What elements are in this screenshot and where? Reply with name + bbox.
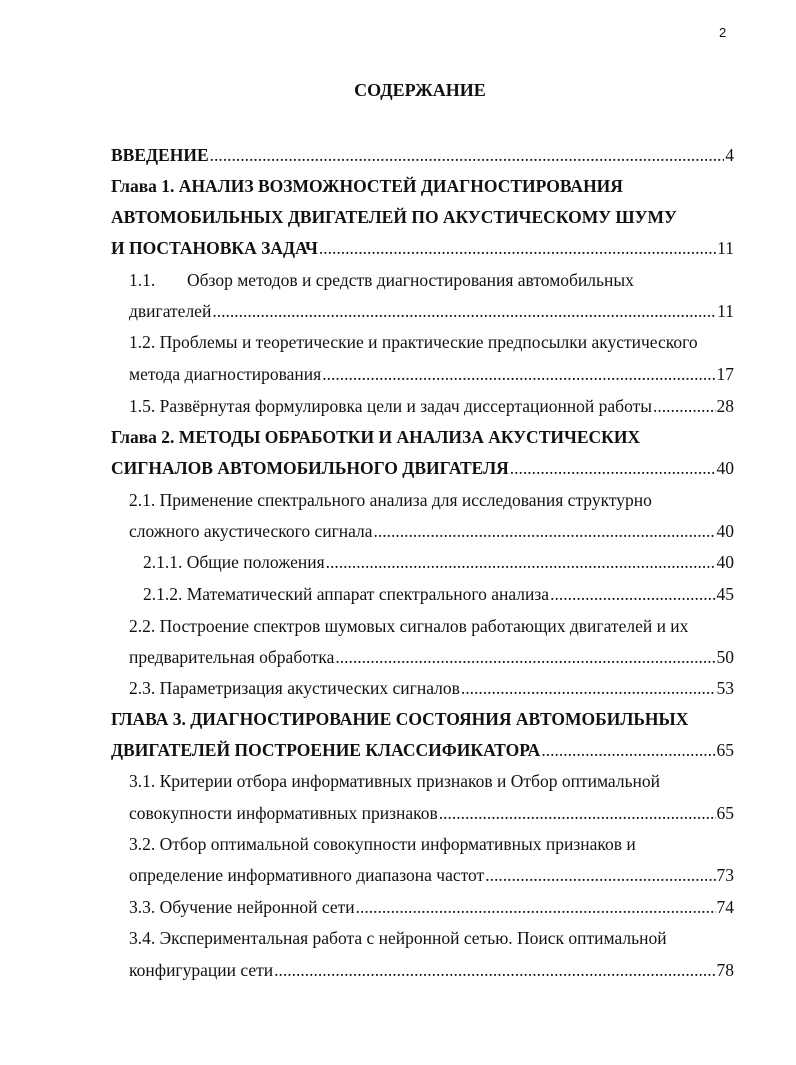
toc-page-number: 17: [716, 364, 734, 384]
toc-entry-3-4[interactable]: [129, 955, 734, 985]
page-number: 2: [719, 25, 727, 40]
toc-entry-text: двигателей: [129, 301, 212, 321]
toc-entry-chapter-1-line-2: АВТОМОБИЛЬНЫХ ДВИГАТЕЛЕЙ ПО АКУСТИЧЕСКОМУ ШУМУ: [111, 207, 677, 227]
toc-page-number: 73: [716, 865, 734, 885]
dot-leader: [274, 955, 715, 985]
toc-entry-text: 1.5. Развёрнутая формулировка цели и задач диссертационной работы: [129, 396, 653, 416]
toc-entry-text: И ПОСТАНОВКА ЗАДАЧ: [111, 238, 318, 258]
dot-leader: [541, 735, 715, 765]
dot-leader: [439, 798, 716, 828]
toc-entry-3-4-line-1: 3.4. Экспериментальная работа с нейронной сетью. Поиск оптимальной: [129, 928, 667, 948]
toc-page-number: 40: [716, 552, 734, 572]
toc-entry-1-1-line-1: [129, 265, 634, 295]
toc-entry-3-2-line-1: 3.2. Отбор оптимальной совокупности информативных признаков и: [129, 834, 636, 854]
toc-entry-text: 2.1.2. Математический аппарат спектрального анализа: [143, 584, 550, 604]
dot-leader: [210, 140, 725, 170]
toc-entry-2-1-line-1: 2.1. Применение спектрального анализа для исследования структурно: [129, 490, 652, 510]
toc-entry-text: 2.1.1. Общие положения: [143, 552, 325, 572]
toc-entry-2-1-1[interactable]: [143, 547, 734, 577]
toc-entry-text: предварительная обработка: [129, 647, 335, 667]
toc-entry-chapter-2[interactable]: [111, 453, 734, 483]
toc-page-number: 53: [716, 678, 734, 698]
dot-leader: [322, 359, 715, 389]
toc-page-number: 78: [716, 960, 734, 980]
toc-entry-1-2-line-1: 1.2. Проблемы и теоретические и практические предпосылки акустического: [129, 332, 698, 352]
toc-entry-text: сложного акустического сигнала: [129, 521, 373, 541]
toc-entry-3-2[interactable]: [129, 860, 734, 890]
dot-leader: [326, 547, 716, 577]
toc-page-number: 28: [716, 396, 734, 416]
toc-entry-text: Обзор методов и средств диагностирования автомобильных: [187, 270, 634, 290]
toc-entry-text: 2.3. Параметризация акустических сигналов: [129, 678, 460, 698]
toc-page-number: 40: [716, 458, 734, 478]
dot-leader: [335, 642, 715, 672]
toc-entry-3-3[interactable]: [129, 892, 734, 922]
dot-leader: [510, 453, 716, 483]
toc-entry-1-5[interactable]: [129, 391, 734, 421]
dot-leader: [461, 673, 716, 703]
toc-page-number: 74: [716, 897, 734, 917]
toc-entry-text: ВВЕДЕНИЕ: [111, 145, 209, 165]
toc-entry-text: метода диагностирования: [129, 364, 322, 384]
toc-entry-2-2[interactable]: [129, 642, 734, 672]
toc-page-number: 11: [717, 301, 734, 321]
toc-entry-3-1-line-1: 3.1. Критерии отбора информативных признаков и Отбор оптимальной: [129, 771, 661, 791]
toc-entry-2-1-2[interactable]: [143, 579, 734, 609]
dot-leader: [319, 233, 716, 263]
toc-entry-chapter-2-line-1: Глава 2. МЕТОДЫ ОБРАБОТКИ И АНАЛИЗА АКУСТИЧЕСКИХ: [111, 427, 641, 447]
toc-entry-chapter-1[interactable]: [111, 233, 734, 263]
toc-entry-text: 3.3. Обучение нейронной сети: [129, 897, 355, 917]
toc-page-number: 65: [716, 803, 734, 823]
dot-leader: [485, 860, 715, 890]
toc-entry-text: конфигурации сети: [129, 960, 274, 980]
toc-entry-chapter-3[interactable]: [111, 735, 734, 765]
toc-entry-text: СИГНАЛОВ АВТОМОБИЛЬНОГО ДВИГАТЕЛЯ: [111, 458, 509, 478]
toc-page-number: 45: [716, 584, 734, 604]
toc-entry-number: 1.1.: [129, 270, 156, 290]
toc-page-number: 40: [716, 521, 734, 541]
toc-entry-text: ДВИГАТЕЛЕЙ ПОСТРОЕНИЕ КЛАССИФИКАТОРА: [111, 740, 541, 760]
toc-entry-1-1[interactable]: [129, 296, 734, 326]
toc-page-number: 65: [716, 740, 734, 760]
toc-page-number: 4: [725, 145, 734, 165]
dot-leader: [653, 391, 715, 421]
toc-entry-text: совокупности информативных признаков: [129, 803, 438, 823]
dot-leader: [550, 579, 715, 609]
toc-title: СОДЕРЖАНИЕ: [354, 80, 486, 100]
toc-entry-3-1[interactable]: [129, 798, 734, 828]
toc-entry-text: определение информативного диапазона частот: [129, 865, 485, 885]
toc-entry-2-3[interactable]: [129, 673, 734, 703]
toc-entry-2-1[interactable]: [129, 516, 734, 546]
dot-leader: [374, 516, 716, 546]
toc-entry-1-2[interactable]: [129, 359, 734, 389]
toc-entry-chapter-1-line-1: Глава 1. АНАЛИЗ ВОЗМОЖНОСТЕЙ ДИАГНОСТИРОВАНИЯ: [111, 176, 623, 196]
toc-page-number: 50: [716, 647, 734, 667]
toc-entry-introduction[interactable]: [111, 140, 734, 170]
toc-page-number: 11: [717, 238, 734, 258]
dot-leader: [212, 296, 716, 326]
dot-leader: [356, 892, 716, 922]
toc-entry-2-2-line-1: 2.2. Построение спектров шумовых сигналов работающих двигателей и их: [129, 616, 689, 636]
toc-entry-chapter-3-line-1: ГЛАВА 3. ДИАГНОСТИРОВАНИЕ СОСТОЯНИЯ АВТОМОБИЛЬНЫХ: [111, 709, 689, 729]
